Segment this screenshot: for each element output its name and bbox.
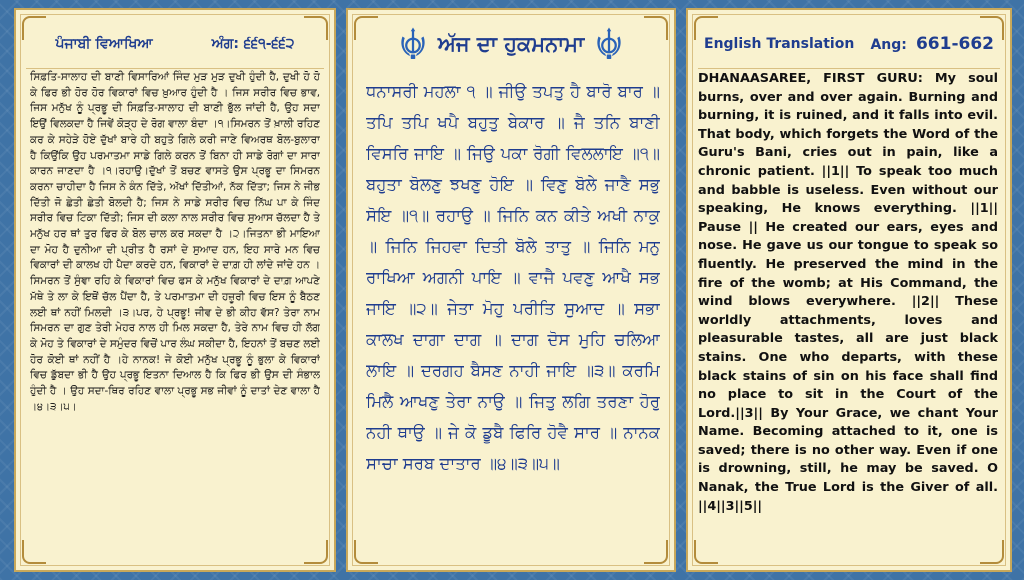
english-ang-label: Ang: <box>870 37 907 53</box>
english-translation-header <box>698 20 1000 69</box>
khanda-icon <box>398 27 428 61</box>
english-translation-panel <box>686 8 1012 572</box>
english-translation-text: DHANAASAREE, FIRST GURU: My soul burns, over and over again. Burning and burning, it is ruined, and it falls into evil. That body, which forgets the Word of the Guru's Bani, cries out in pain, like a chronic patient. ||1|| To speak too much and babble is useless. Even without our speaking, He knows everything. ||1|| Pause || He created our ears, eyes and nose. He gave us our tongue to speak so fluently. He preserved the mind in the fire of the womb; at His Command, the wind blows everywhere. ||2|| These worldly attachments, loves and pleasurable tastes, all are just black stains. One who departs, with these black stains of sin on his face shall find no place to sit in the Court of the Lord.||3|| By Your Grace, we chant Your Name. Becoming attached to it, one is saved; there is no other way. Even if one is drowning, still, he may be saved. O Nanak, the True Lord is the Giver of all. ||4||3||5|| <box>698 71 998 514</box>
punjabi-ang-label: ਅੰਗ: ੬੬੧-੬੬੨ <box>211 36 295 52</box>
hukamnama-panel <box>346 8 676 572</box>
english-translation-title: English Translation <box>704 36 855 52</box>
gurbani-text: ਧਨਾਸਰੀ ਮਹਲਾ ੧ ॥ ਜੀਉ ਤਪਤੁ ਹੈ ਬਾਰੋ ਬਾਰ ॥ ਤਪਿ ਤਪਿ ਖਪੈ ਬਹੁਤੁ ਬੇਕਾਰ ॥ ਜੈ ਤਨਿ ਬਾਣੀ ਵਿਸਰਿ ਜਾਇ ॥ ਜਿਉ ਪਕਾ ਰੋਗੀ ਵਿਲਲਾਇ ॥੧॥ ਬਹੁਤਾ ਬੋਲਣੁ ਝਖਣੁ ਹੋਇ ॥ ਵਿਣੁ ਬੋਲੇ ਜਾਣੈ ਸਭੁ ਸੋਇ ॥੧॥ ਰਹਾਉ ॥ ਜਿਨਿ ਕਨ ਕੀਤੇ ਅਖੀ ਨਾਕੁ ॥ ਜਿਨਿ ਜਿਹਵਾ ਦਿਤੀ ਬੋਲੇ ਤਾਤੁ ॥ ਜਿਨਿ ਮਨੁ ਰਾਖਿਆ ਅਗਨੀ ਪਾਇ ॥ ਵਾਜੈ ਪਵਣੁ ਆਖੈ ਸਭ ਜਾਇ ॥੨॥ ਜੇਤਾ ਮੋਹੁ ਪਰੀਤਿ ਸੁਆਦ ॥ ਸਭਾ ਕਾਲਖ ਦਾਗਾ ਦਾਗ ॥ ਦਾਗ ਦੋਸ ਮੁਹਿ ਚਲਿਆ ਲਾਇ ॥ ਦਰਗਹ ਬੈਸਣ ਨਾਹੀ ਜਾਇ ॥੩॥ ਕਰਮਿ ਮਿਲੈ ਆਖਣੁ ਤੇਰਾ ਨਾਉ ॥ ਜਿਤੁ ਲਗਿ ਤਰਣਾ ਹੋਰੁ ਨਹੀ ਥਾਉ ॥ ਜੇ ਕੋ ਡੂਬੈ ਫਿਰਿ ਹੋਵੈ ਸਾਰ ॥ ਨਾਨਕ ਸਾਚਾ ਸਰਬ ਦਾਤਾਰ ॥੪॥੩॥੫॥ <box>366 82 660 473</box>
khanda-icon <box>594 27 624 61</box>
punjabi-explanation-title: ਪੰਜਾਬੀ ਵਿਆਖਿਆ <box>55 36 153 52</box>
english-ang <box>870 34 994 54</box>
english-ang-value: 661-662 <box>915 34 994 54</box>
hukamnama-header <box>358 18 664 70</box>
punjabi-explanation-text: ਸਿਫ਼ਤਿ-ਸਾਲਾਹ ਦੀ ਬਾਣੀ ਵਿਸਾਰਿਆਂ ਜਿੰਦ ਮੁੜ ਮੁੜ ਦੁਖੀ ਹੁੰਦੀ ਹੈ, ਦੁਖੀ ਹੋ ਹੋ ਕੇ ਫਿਰ ਭੀ ਹੋਰ ਹੋਰ ਵਿਕਾਰਾਂ ਵਿਚ ਖ਼ੁਆਰ ਹੁੰਦੀ ਹੈ । ਜਿਸ ਸਰੀਰ ਵਿਚ ਭਾਵ, ਜਿਸ ਮਨੁੱਖ ਨੂੰ ਪ੍ਰਭੂ ਦੀ ਸਿਫ਼ਤਿ-ਸਾਲਾਹ ਦੀ ਬਾਣੀ ਭੁੱਲ ਜਾਂਦੀ ਹੈ, ਉਹ ਸਦਾ ਇਉਂ ਵਿਲਕਦਾ ਹੈ ਜਿਵੇਂ ਕੋੜ੍ਹ ਦੇ ਰੋਗ ਵਾਲਾ ਬੰਦਾ ।੧।ਸਿਮਰਨ ਤੋਂ ਖ਼ਾਲੀ ਰਹਿਣ ਕਰ ਕੇ ਸਹੇੜੇ ਹੋਏ ਦੁੱਖਾਂ ਬਾਰੇ ਹੀ ਬਹੁਤੇ ਗਿਲੇ ਕਰੀ ਜਾਣੇ ਵਿਅਰਥ ਬੋਲ-ਬੁਲਾਰਾ ਹੈ ਕਿਉਂਕਿ ਉਹ ਪਰਮਾਤਮਾ ਸਾਡੇ ਗਿਲੇ ਕਰਨ ਤੋਂ ਬਿਨਾ ਹੀ ਸਾਡੇ ਰੋਗਾਂ ਦਾ ਸਾਰਾ ਕਾਰਨ ਜਾਣਦਾ ਹੈ ।੧।ਰਹਾਉ।ਦੁੱਖਾਂ ਤੋਂ ਬਚਣ ਵਾਸਤੇ ਉਸ ਪ੍ਰਭੂ ਦਾ ਸਿਮਰਨ ਕਰਨਾ ਚਾਹੀਦਾ ਹੈ ਜਿਸ ਨੇ ਕੰਨ ਦਿੱਤੇ, ਅੱਖਾਂ ਦਿੱਤੀਆਂ, ਨੱਕ ਦਿੱਤਾ; ਜਿਸ ਨੇ ਜੀਭ ਦਿੱਤੀ ਜੋ ਛੇਤੀ ਛੇਤੀ ਬੋਲਦੀ ਹੈ; ਜਿਸ ਨੇ ਸਾਡੇ ਸਰੀਰ ਵਿਚ ਨਿੱਘ ਪਾ ਕੇ ਜਿੰਦ ਸਰੀਰ ਵਿਚ ਟਿਕਾ ਦਿੱਤੀ; ਜਿਸ ਦੀ ਕਲਾ ਨਾਲ ਸਰੀਰ ਵਿਚ ਸੁਆਸ ਚੱਲਦਾ ਹੈ ਤੇ ਮਨੁੱਖ ਹਰ ਥਾਂ ਤੁਰ ਫਿਰ ਕੇ ਬੋਲ ਚਾਲ ਕਰ ਸਕਦਾ ਹੈ ।੨।ਜਿਤਨਾ ਭੀ ਮਾਇਆ ਦਾ ਮੋਹ ਹੈ ਦੁਨੀਆ ਦੀ ਪ੍ਰੀਤ ਹੈ ਰਸਾਂ ਦੇ ਸੁਆਦ ਹਨ, ਇਹ ਸਾਰੇ ਮਨ ਵਿਚ ਵਿਕਾਰਾਂ ਦੀ ਕਾਲਖ ਹੀ ਪੈਦਾ ਕਰਦੇ ਹਨ, ਵਿਕਾਰਾਂ ਦੇ ਦਾਗ਼ ਹੀ ਲਾਂਦੇ ਜਾਂਦੇ ਹਨ । ਸਿਮਰਨ ਤੋਂ ਸੁੰਞਾ ਰਹਿ ਕੇ ਵਿਕਾਰਾਂ ਵਿਚ ਫਸ ਕੇ ਮਨੁੱਖ ਵਿਕਾਰਾਂ ਦੇ ਦਾਗ਼ ਆਪਣੇ ਮੱਥੇ ਤੇ ਲਾ ਕੇ ਇਥੋਂ ਚੱਲ ਪੈਂਦਾ ਹੈ, ਤੇ ਪਰਮਾਤਮਾ ਦੀ ਹਜ਼ੂਰੀ ਵਿਚ ਇਸ ਨੂੰ ਬੈਠਣ ਲਈ ਥਾਂ ਨਹੀਂ ਮਿਲਦੀ ।੩।ਪਰ, ਹੇ ਪ੍ਰਭੂ! ਜੀਵ ਦੇ ਭੀ ਕੀਹ ਵੱਸ? ਤੇਰਾ ਨਾਮ ਸਿਮਰਨ ਦਾ ਗੁਣ ਤੇਰੀ ਮੇਹਰ ਨਾਲ ਹੀ ਮਿਲ ਸਕਦਾ ਹੈ, ਤੇਰੇ ਨਾਮ ਵਿਚ ਹੀ ਲੱਗ ਕੇ ਮੋਹ ਤੇ ਵਿਕਾਰਾਂ ਦੇ ਸਮੁੰਦਰ ਵਿਚੋਂ ਪਾਰ ਲੰਘ ਸਕੀਦਾ ਹੈ, ਇਹਨਾਂ ਤੋਂ ਬਚਣ ਲਈ ਹੋਰ ਕੋਈ ਥਾਂ ਨਹੀਂ ਹੈ ।ਹੇ ਨਾਨਕ! ਜੇ ਕੋਈ ਮਨੁੱਖ ਪ੍ਰਭੂ ਨੂੰ ਭੁਲਾ ਕੇ ਵਿਕਾਰਾਂ ਵਿਚ ਡੁੱਬਦਾ ਭੀ ਹੈ ਉਹ ਪ੍ਰਭੂ ਇਤਨਾ ਦਿਆਲ ਹੈ ਕਿ ਫਿਰ ਭੀ ਉਸ ਦੀ ਸੰਭਾਲ ਹੁੰਦੀ ਹੈ । ਉਹ ਸਦਾ-ਥਿਰ ਰਹਿਣ ਵਾਲਾ ਪ੍ਰਭੂ ਸਭ ਜੀਵਾਂ ਨੂੰ ਦਾਤਾਂ ਦੇਣ ਵਾਲਾ ਹੈ ।੪।੩।੫। <box>30 71 320 413</box>
punjabi-explanation-panel <box>14 8 336 572</box>
hukamnama-title: ਅੱਜ ਦਾ ਹੁਕਮਨਾਮਾ <box>437 31 585 56</box>
punjabi-explanation-header <box>26 20 324 69</box>
